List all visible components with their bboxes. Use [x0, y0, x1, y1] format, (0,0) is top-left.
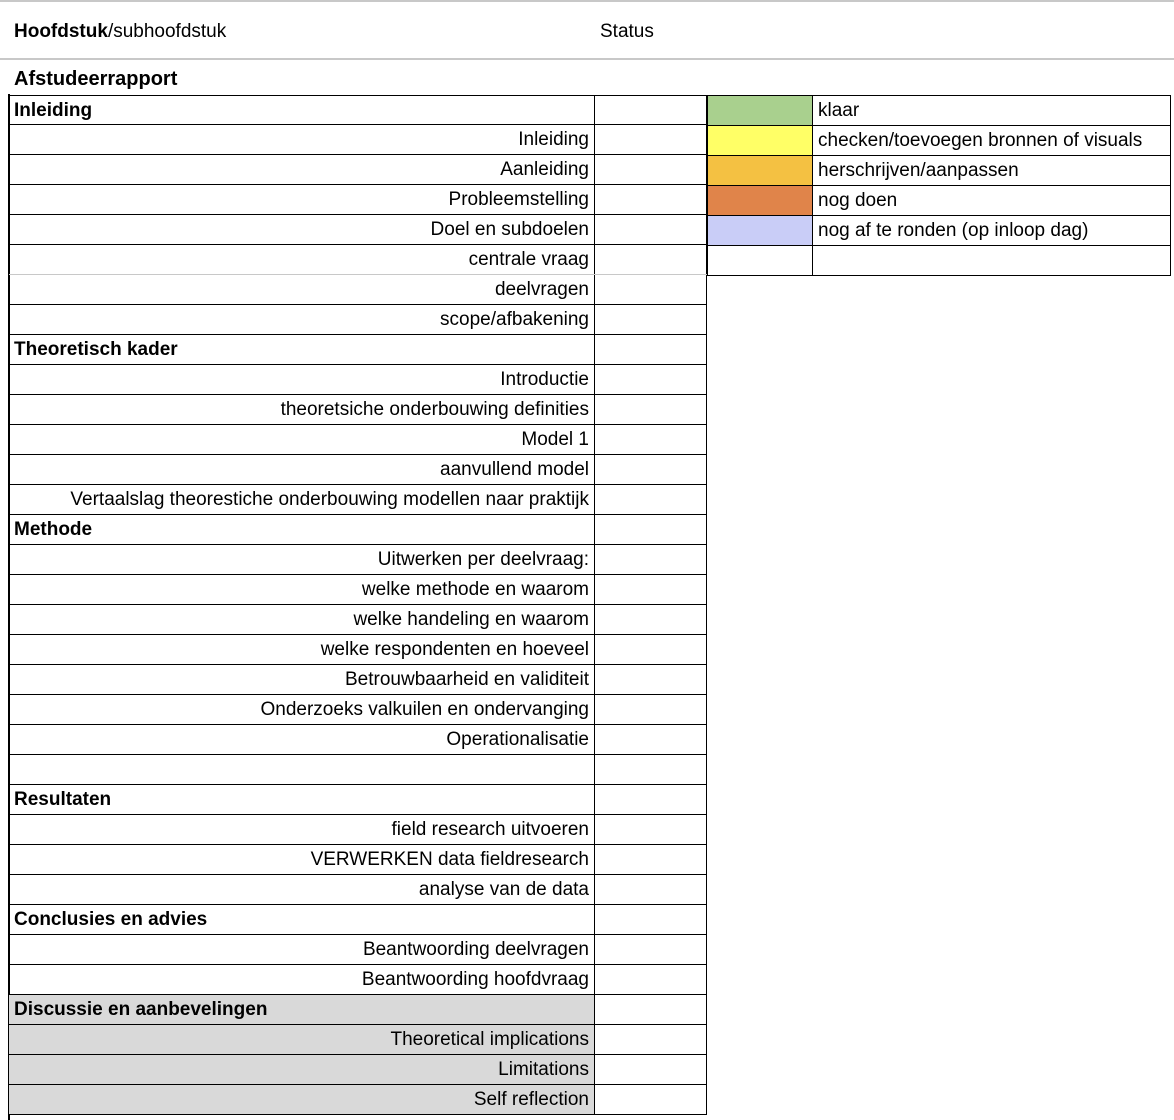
chapter-row — [9, 335, 707, 365]
subchapter-cell[interactable]: theoretsiche onderbouwing definities — [9, 395, 595, 424]
status-cell[interactable] — [595, 335, 707, 364]
status-cell[interactable] — [595, 1025, 707, 1054]
subchapter-cell[interactable]: welke respondenten en hoeveel — [9, 635, 595, 664]
column-header-chapter[interactable] — [14, 18, 226, 46]
subchapter-row — [9, 455, 707, 485]
legend-label[interactable]: nog af te ronden (op inloop dag) — [813, 216, 1171, 245]
chapter-row — [9, 515, 707, 545]
status-cell[interactable] — [595, 755, 707, 784]
legend-row — [707, 156, 1171, 186]
subchapter-cell[interactable]: Operationalisatie — [9, 725, 595, 754]
legend-row — [707, 246, 1171, 276]
status-cell[interactable] — [595, 305, 707, 334]
subchapter-cell[interactable]: analyse van de data — [9, 875, 595, 904]
chapter-row — [9, 95, 707, 125]
subchapter-cell[interactable]: Beantwoording deelvragen — [9, 935, 595, 964]
subchapter-cell[interactable] — [9, 755, 595, 784]
status-cell[interactable] — [595, 485, 707, 514]
chapter-row — [9, 785, 707, 815]
subchapter-row — [9, 545, 707, 575]
subchapter-row — [9, 485, 707, 515]
subchapter-cell[interactable]: Doel en subdoelen — [9, 215, 595, 244]
subchapter-row — [9, 575, 707, 605]
status-cell[interactable] — [595, 125, 707, 154]
legend-color-swatch[interactable] — [707, 126, 813, 155]
subchapter-row — [9, 365, 707, 395]
column-header-chapter-bold: Hoofdstuk — [14, 21, 108, 42]
subchapter-cell[interactable]: welke handeling en waarom — [9, 605, 595, 634]
chapter-table — [9, 95, 707, 1115]
legend-color-swatch[interactable] — [707, 96, 813, 125]
status-cell[interactable] — [595, 215, 707, 244]
legend-color-swatch[interactable] — [707, 156, 813, 185]
legend-label[interactable] — [813, 246, 1171, 275]
status-cell[interactable] — [595, 695, 707, 724]
legend-color-swatch[interactable] — [707, 246, 813, 275]
legend-label[interactable]: herschrijven/aanpassen — [813, 156, 1171, 185]
subchapter-cell[interactable]: Betrouwbaarheid en validiteit — [9, 665, 595, 694]
subchapter-row — [9, 185, 707, 215]
subchapter-row — [9, 1055, 707, 1085]
subchapter-cell[interactable]: field research uitvoeren — [9, 815, 595, 844]
legend-row — [707, 216, 1171, 246]
status-cell[interactable] — [595, 96, 707, 124]
subchapter-cell[interactable]: Inleiding — [9, 125, 595, 154]
subchapter-row — [9, 1085, 707, 1115]
subchapter-cell[interactable]: aanvullend model — [9, 455, 595, 484]
subchapter-row — [9, 245, 707, 275]
status-cell[interactable] — [595, 365, 707, 394]
subchapter-row — [9, 155, 707, 185]
legend-label[interactable]: nog doen — [813, 186, 1171, 215]
subchapter-row — [9, 425, 707, 455]
subchapter-cell[interactable]: Uitwerken per deelvraag: — [9, 545, 595, 574]
status-legend — [707, 95, 1171, 276]
column-header-status[interactable]: Status — [600, 21, 654, 42]
subchapter-cell[interactable]: Aanleiding — [9, 155, 595, 184]
subchapter-row — [9, 965, 707, 995]
column-header-chapter-rest: /subhoofdstuk — [107, 21, 227, 42]
subchapter-row — [9, 935, 707, 965]
chapter-cell[interactable]: Theoretisch kader — [9, 335, 595, 364]
status-cell[interactable] — [595, 245, 707, 274]
subchapter-cell[interactable]: Model 1 — [9, 425, 595, 454]
subchapter-row — [9, 755, 707, 785]
status-cell[interactable] — [595, 725, 707, 754]
subchapter-cell[interactable]: Theoretical implications — [9, 1025, 595, 1054]
status-cell[interactable] — [595, 185, 707, 214]
chapter-cell[interactable]: Resultaten — [9, 785, 595, 814]
status-cell[interactable] — [595, 605, 707, 634]
chapter-cell[interactable]: Discussie en aanbevelingen — [9, 995, 595, 1024]
subchapter-row — [9, 725, 707, 755]
status-cell[interactable] — [595, 785, 707, 814]
status-cell[interactable] — [595, 515, 707, 544]
chapter-row — [9, 905, 707, 935]
subchapter-row — [9, 215, 707, 245]
status-cell[interactable] — [595, 665, 707, 694]
status-cell[interactable] — [595, 155, 707, 184]
subchapter-row — [9, 1025, 707, 1055]
subchapter-cell[interactable]: Beantwoording hoofdvraag — [9, 965, 595, 994]
status-cell[interactable] — [595, 275, 707, 304]
status-cell[interactable] — [595, 935, 707, 964]
subchapter-cell[interactable]: welke methode en waarom — [9, 575, 595, 604]
subchapter-cell[interactable]: centrale vraag — [9, 245, 595, 274]
status-cell[interactable] — [595, 1055, 707, 1084]
subchapter-row — [9, 125, 707, 155]
subchapter-row — [9, 695, 707, 725]
subchapter-row — [9, 635, 707, 665]
top-gridline — [0, 0, 1174, 2]
subchapter-cell[interactable]: scope/afbakening — [9, 305, 595, 334]
subchapter-cell[interactable]: Vertaalslag theorestiche onderbouwing modellen naar praktijk — [9, 485, 595, 514]
status-cell[interactable] — [595, 635, 707, 664]
status-cell[interactable] — [595, 845, 707, 874]
subchapter-cell[interactable]: Probleemstelling — [9, 185, 595, 214]
status-cell[interactable] — [595, 905, 707, 934]
status-cell[interactable] — [595, 575, 707, 604]
subchapter-row — [9, 845, 707, 875]
legend-row — [707, 96, 1171, 126]
chapter-cell[interactable]: Methode — [9, 515, 595, 544]
subchapter-cell[interactable]: deelvragen — [9, 275, 595, 304]
subchapter-row — [9, 665, 707, 695]
status-cell[interactable] — [595, 995, 707, 1024]
chapter-row — [9, 995, 707, 1025]
status-cell[interactable] — [595, 545, 707, 574]
status-cell[interactable] — [595, 425, 707, 454]
chapter-cell[interactable]: Inleiding — [9, 96, 595, 124]
legend-row — [707, 126, 1171, 156]
subchapter-row — [9, 815, 707, 845]
subchapter-cell[interactable]: Limitations — [9, 1055, 595, 1084]
document-title[interactable]: Afstudeerrapport — [14, 68, 178, 90]
status-cell[interactable] — [595, 395, 707, 424]
legend-label[interactable]: checken/toevoegen bronnen of visuals — [813, 126, 1171, 155]
subchapter-row — [9, 305, 707, 335]
legend-color-swatch[interactable] — [707, 186, 813, 215]
subchapter-cell[interactable]: Self reflection — [9, 1085, 595, 1114]
status-cell[interactable] — [595, 815, 707, 844]
status-cell[interactable] — [595, 1085, 707, 1114]
subchapter-cell[interactable]: VERWERKEN data fieldresearch — [9, 845, 595, 874]
legend-color-swatch[interactable] — [707, 216, 813, 245]
header-gridline — [0, 58, 1174, 60]
chapter-cell[interactable]: Conclusies en advies — [9, 905, 595, 934]
status-cell[interactable] — [595, 965, 707, 994]
status-cell[interactable] — [595, 875, 707, 904]
legend-row — [707, 186, 1171, 216]
subchapter-cell[interactable]: Onderzoeks valkuilen en ondervanging — [9, 695, 595, 724]
status-cell[interactable] — [595, 455, 707, 484]
subchapter-row — [9, 275, 707, 305]
subchapter-row — [9, 875, 707, 905]
subchapter-cell[interactable]: Introductie — [9, 365, 595, 394]
subchapter-row — [9, 395, 707, 425]
subchapter-row — [9, 605, 707, 635]
legend-label[interactable]: klaar — [813, 96, 1171, 125]
